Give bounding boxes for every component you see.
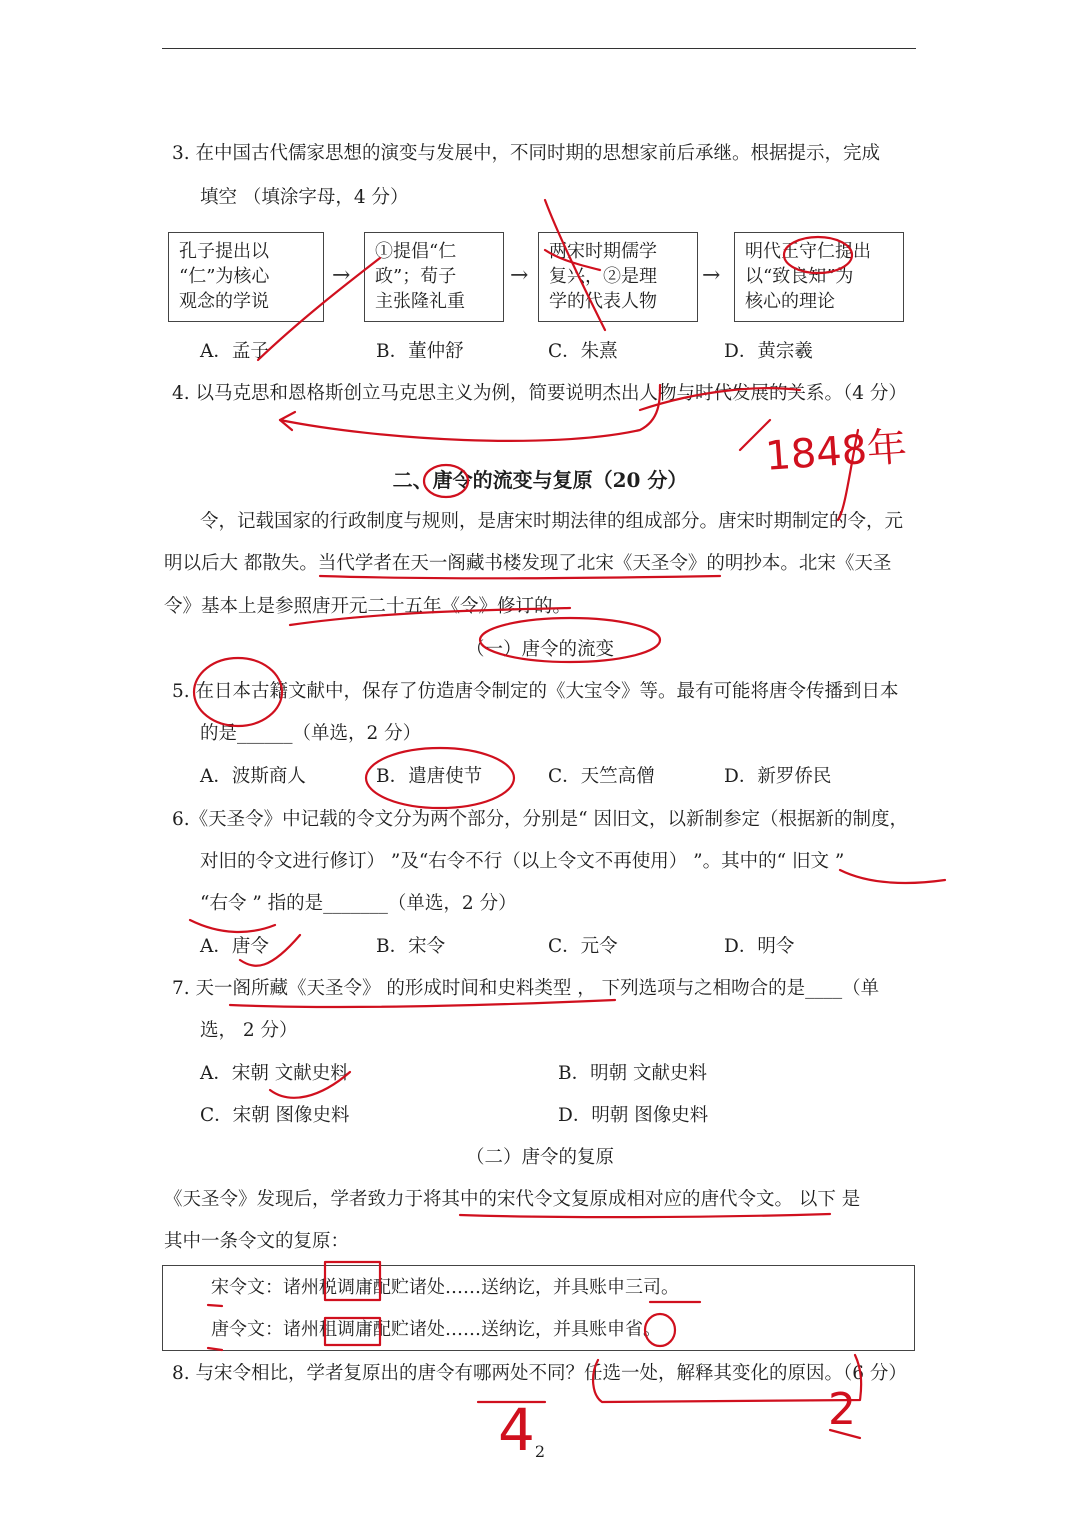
page-number: 2 [534,1442,546,1461]
q3-stem-line1: 3. 在中国古代儒家思想的演变与发展中，不同时期的思想家前后承继。根据提示，完成 [172,143,881,164]
q6-option-d[interactable]: D．明令 [724,936,795,957]
ink-underline-intro2 [460,1214,830,1217]
header-rule [162,48,916,49]
q5-option-b[interactable]: B．遣唐使节 [376,766,483,787]
ink-arrow-q4 [280,412,295,430]
q6-stem-line2: 对旧的令文进行修订） ”及“右令不行（以上令文不再使用） ”。其中的“ 旧文 ” [200,851,845,872]
subsection-1-title: （一）唐令的流变 [465,639,614,660]
q3-arrow-1: → [332,263,351,288]
ink-underline-youling [190,920,275,932]
intro2-line1: 《天圣令》发现后，学者致力于将其中的宋代令文复原成相对应的唐代令文。 以下 是 [164,1189,861,1210]
q7-option-d[interactable]: D．明朝 图像史料 [558,1105,709,1126]
ink-underline-intro2 [320,576,720,578]
q3-stem-line2: 填空 （填涂字母，4 分） [200,187,409,208]
q6-stem-line1: 6.《天圣令》中记载的令文分为两个部分，分别是“ 因旧文，以新制参定（根据新的制度， [172,809,908,830]
q7-option-b[interactable]: B．明朝 文献史料 [558,1063,707,1084]
q5-stem-line2: 的是______（单选，2 分） [200,723,422,744]
intro-line3: 令》基本上是参照唐开元二十五年《令》修订的。 [164,596,572,617]
law-comparison-box [162,1265,915,1351]
subsection-2-title: （二）唐令的复原 [465,1147,614,1168]
q5-option-a[interactable]: A．波斯商人 [200,766,306,787]
q7-stem-line2: 选， 2 分） [200,1020,298,1041]
q3-arrow-3: → [702,263,721,288]
q4-stem: 4. 以马克思和恩格斯创立马克思主义为例，简要说明杰出人物与时代发展的关系。（4 分） [172,383,907,404]
ink-underline-q7 [230,1000,615,1007]
ink-underline-jiuwen [840,870,945,883]
q3-arrow-2: → [510,263,529,288]
q7-option-a[interactable]: A．宋朝 文献史料 [200,1063,349,1084]
q3-option-a[interactable]: A．孟子 [200,341,269,362]
q3-option-b[interactable]: B．董仲舒 [376,341,464,362]
ink-note-1848: 1848年 [763,424,909,480]
q3-box-song-neo-confucian: 两宋时期儒学 复兴，②是理 学的代表人物 [538,232,698,322]
q3-box-wang-shouren: 明代王守仁提出 以“致良知”为 核心的理论 [734,232,904,322]
intro-line1: 令，记载国家的行政制度与规则，是唐宋时期法律的组成部分。唐宋时期制定的令，元 [200,511,904,532]
q3-option-d[interactable]: D．黄宗羲 [724,341,813,362]
q3-box-confucius: 孔子提出以 “仁”为核心 观念的学说 [168,232,324,322]
intro-line2: 明以后大 都散失。当代学者在天一阁藏书楼发现了北宋《天圣令》的明抄本。北宋《天圣 [164,553,892,574]
q7-stem-line1: 7. 天一阁所藏《天圣令》 的形成时间和史料类型 ， 下列选项与之相吻合的是____（单 [172,978,880,999]
section-2-title: 二、唐令的流变与复原（20 分） [392,468,688,492]
q5-stem-line1: 5. 在日本古籍文献中，保存了仿造唐令制定的《大宝令》等。最有可能将唐令传播到日本 [172,681,899,702]
q3-option-c[interactable]: C．朱熹 [548,341,618,362]
ink-score-right: 2 [828,1384,856,1435]
q8-stem: 8. 与宋令相比，学者复原出的唐令有哪两处不同？任选一处，解释其变化的原因。（6 分） [172,1363,907,1384]
song-law-text: 宋令文：诸州税调庸配贮诸处……送纳讫，并具账申三司。 [211,1277,679,1298]
ink-score-left: 4 [498,1396,535,1464]
q7-option-c[interactable]: C．宋朝 图像史料 [200,1105,350,1126]
tang-law-text: 唐令文：诸州租调庸配贮诸处……送纳讫，并具账申省。 [211,1319,661,1340]
q5-option-c[interactable]: C．天竺高僧 [548,766,655,787]
q6-stem-line3: “右令 ” 指的是_______（单选，2 分） [200,893,517,914]
intro2-line2: 其中一条令文的复原： [164,1231,350,1252]
q3-box-mencius: ①提倡“仁 政”；荀子 主张隆礼重 [364,232,504,322]
q6-option-c[interactable]: C．元令 [548,936,618,957]
q5-option-d[interactable]: D．新罗侨民 [724,766,832,787]
q6-option-b[interactable]: B．宋令 [376,936,446,957]
q6-option-a[interactable]: A．唐令 [200,936,269,957]
